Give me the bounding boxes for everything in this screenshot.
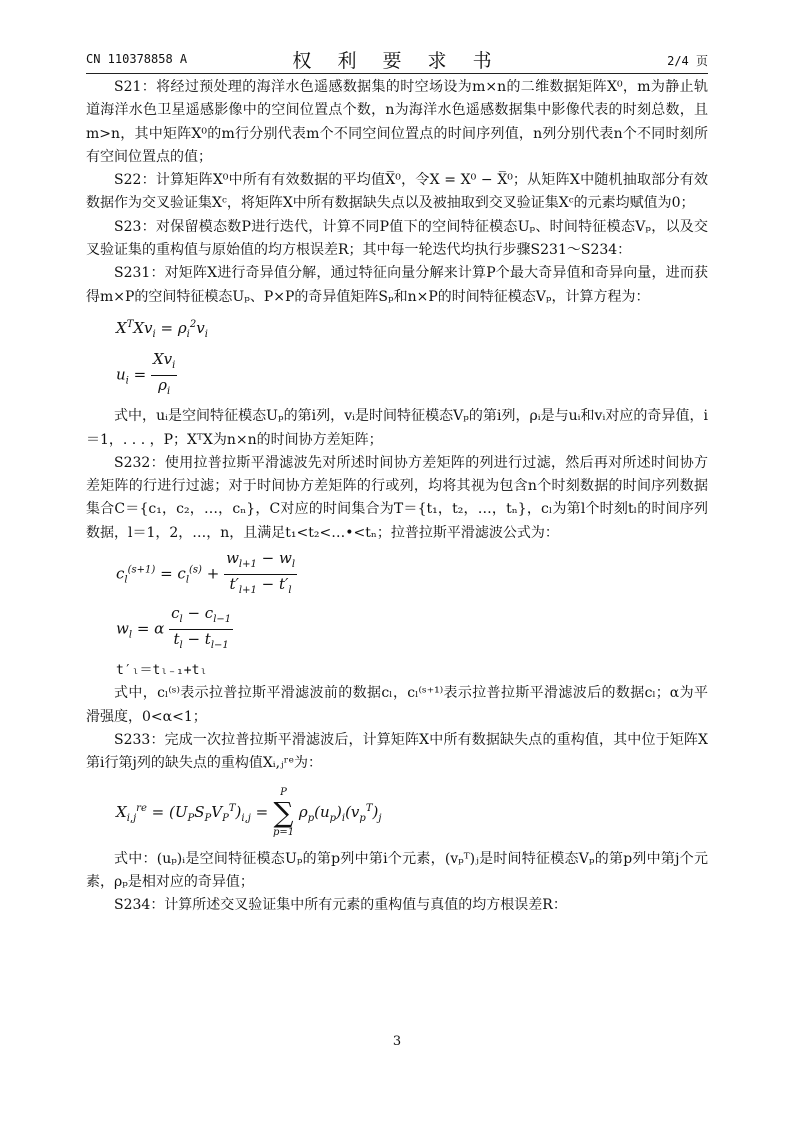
- header-rule: [86, 73, 708, 74]
- equation-time: t′ₗ＝tₗ₋₁+tₗ: [116, 663, 208, 679]
- equation-reconstruct: $X_{i,j}re = (U_PS_PV_P^T)_{i,j}$ = P ∑ p=1 $\rho_p(u_p)_i(v_p^T)_j$: [116, 786, 382, 838]
- paragraph-s231-where: 式中，uᵢ是空间特征模态Uₚ的第i列，vᵢ是时间特征模态Vₚ的第i列，ρᵢ是与uᵢ和vᵢ对应的奇异值，i＝1，. . . ，P；XᵀX为n×n的时间协方差矩阵；: [86, 408, 708, 448]
- paragraph-s232: S232：使用拉普拉斯平滑滤波先对所述时间协方差矩阵的列进行过滤，然后再对所述时间协方差矩阵的行进行过滤；对于时间协方差矩阵的行或列，均将其视为包含n个时刻数据的时间序列数据集合C＝{c₁，c₂，…，cₙ}，C对应的时间集合为T＝{t₁，t₂，…，tₙ}，cₗ为第l个时刻tₗ的时间序列数据，l＝1，2，…，n，且满足t₁<t₂<…•<tₙ；拉普拉斯平滑滤波公式为：: [86, 454, 708, 541]
- paragraph-s233: S233：完成一次拉普拉斯平滑滤波后，计算矩阵X中所有数据缺失点的重构值，其中位于矩阵X第i行第j列的缺失点的重构值Xᵢ,ⱼʳᵉ为：: [86, 731, 708, 772]
- paragraph-s21: S21：将经过预处理的海洋水色遥感数据集的时空场设为m×n的二维数据矩阵X⁰，m为静止轨道海洋水色卫星遥感影像中的空间位置点个数，n为海洋水色遥感数据集中影像代表的时刻总数，且m>n，其中矩阵X⁰的m行分别代表m个不同空间位置点的时间序列值，n列分别代表n个不同时刻所有空间位置点的值；: [86, 79, 708, 165]
- equation-laplace: $c_l^{(s+1)} = c_l^{(s)}$ + $\frac{w_{l+1} - w_l}{t'_{l+1} - t'_l}$: [116, 549, 296, 597]
- page-header: [86, 46, 708, 70]
- paragraph-s234: S234：计算所述交叉验证集中所有元素的重构值与真值的均方根误差R：: [114, 897, 567, 914]
- paragraph-s231: S231：对矩阵X进行奇异值分解，通过特征向量分解来计算P个最大奇异值和奇异向量，进而获得m×P的空间特征模态Uₚ、P×P的奇异值矩阵Sₚ和n×P的时间特征模态Vₚ，计算方程为：: [86, 265, 708, 305]
- page-indicator: 2/4 页: [667, 54, 708, 68]
- page-number: 3: [392, 1034, 402, 1049]
- paragraph-s233-where: 式中：(uₚ)ᵢ是空间特征模态Uₚ的第p列中第i个元素，(vₚᵀ)ⱼ是时间特征模态Vₚ的第p列中第j个元素，ρₚ是相对应的奇异值；: [86, 850, 708, 890]
- equation-weight: $w_l = \alpha$ $\frac{c_l - c_{l-1}}{t_l - t_{l-1}}$: [116, 604, 232, 652]
- claims-body: [86, 76, 708, 917]
- document-number: CN 110378858 A: [86, 52, 188, 66]
- paragraph-s232-where: 式中，cₗ⁽ˢ⁾表示拉普拉斯平滑滤波前的数据cₗ，cₗ⁽ˢ⁺¹⁾表示拉普拉斯平滑滤波后的数据cₗ；α为平滑强度，0<α<1；: [86, 685, 708, 725]
- document-title: 权 利 要 求 书: [292, 50, 502, 72]
- paragraph-s23: S23：对保留模态数P进行迭代，计算不同P值下的空间特征模态Uₚ、时间特征模态Vₚ，以及交叉验证集的重构值与原始值的均方根误差R；其中每一轮迭代均执行步骤S231～S234：: [86, 218, 708, 259]
- equation-u: $u_i$ = $\frac{Xv_i}{\rho_i}$: [116, 350, 176, 398]
- paragraph-s22: S22：计算矩阵X⁰中所有有效数据的平均值X̅⁰，令X = X⁰ − X̅⁰；从矩阵X中随机抽取部分有效数据作为交叉验证集Xᶜ，将矩阵X中所有数据缺失点以及被抽取到交叉验证集Xᶜ的元素均赋值为0；: [86, 172, 708, 212]
- equation-eigen: $X^TXv_i = \rho_i^2v_i$: [116, 318, 208, 340]
